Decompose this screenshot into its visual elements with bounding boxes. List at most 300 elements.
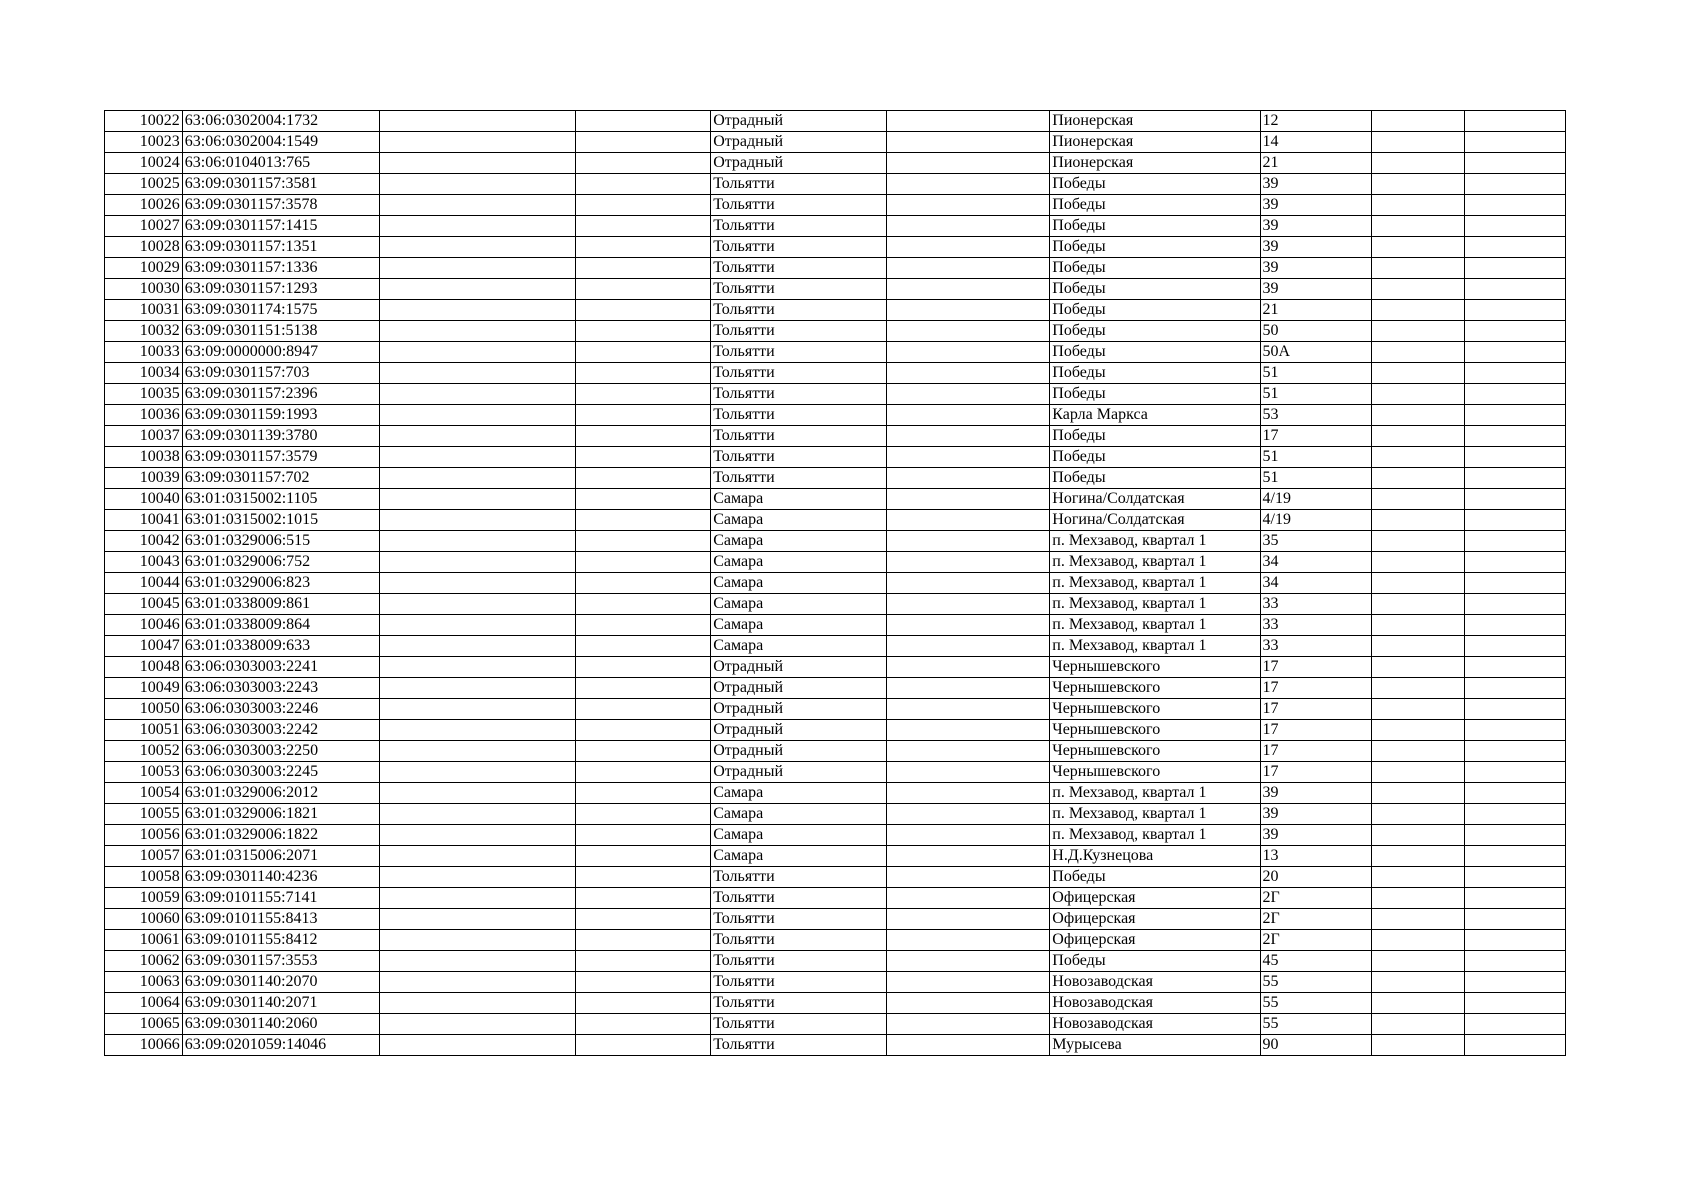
table-row [105, 426, 1566, 447]
empty-cell [380, 846, 576, 867]
empty-cell [380, 132, 576, 153]
empty-cell [1464, 489, 1565, 510]
cadastral-number-cell: 63:09:0201059:14046 [182, 1035, 379, 1056]
empty-cell [1464, 258, 1565, 279]
empty-cell [380, 993, 576, 1014]
table-row [105, 195, 1566, 216]
street-cell: п. Мехзавод, квартал 1 [1050, 573, 1260, 594]
empty-cell [576, 573, 711, 594]
empty-cell [886, 993, 1050, 1014]
empty-cell [576, 972, 711, 993]
empty-cell [576, 762, 711, 783]
table-row [105, 804, 1566, 825]
empty-cell [380, 363, 576, 384]
table-row [105, 762, 1566, 783]
empty-cell [1371, 279, 1464, 300]
city-cell: Отрадный [711, 657, 886, 678]
street-cell: Мурысева [1050, 1035, 1260, 1056]
table-row [105, 594, 1566, 615]
cadastral-number-cell: 63:01:0329006:1821 [182, 804, 379, 825]
empty-cell [380, 552, 576, 573]
house-number-cell: 51 [1260, 447, 1371, 468]
table-row [105, 468, 1566, 489]
table-row [105, 111, 1566, 132]
house-number-cell: 35 [1260, 531, 1371, 552]
house-number-cell: 45 [1260, 951, 1371, 972]
row-number-cell: 10034 [105, 363, 183, 384]
street-cell: Пионерская [1050, 153, 1260, 174]
city-cell: Тольятти [711, 909, 886, 930]
table-row [105, 678, 1566, 699]
city-cell: Тольятти [711, 195, 886, 216]
row-number-cell: 10063 [105, 972, 183, 993]
house-number-cell: 55 [1260, 1014, 1371, 1035]
house-number-cell: 33 [1260, 615, 1371, 636]
table-row [105, 636, 1566, 657]
cadastral-number-cell: 63:09:0301140:4236 [182, 867, 379, 888]
empty-cell [886, 888, 1050, 909]
empty-cell [1464, 342, 1565, 363]
house-number-cell: 50 [1260, 321, 1371, 342]
empty-cell [1371, 216, 1464, 237]
cadastral-number-cell: 63:09:0301157:702 [182, 468, 379, 489]
table-row [105, 300, 1566, 321]
empty-cell [886, 531, 1050, 552]
city-cell: Отрадный [711, 741, 886, 762]
street-cell: п. Мехзавод, квартал 1 [1050, 552, 1260, 573]
empty-cell [576, 1035, 711, 1056]
street-cell: Победы [1050, 279, 1260, 300]
house-number-cell: 55 [1260, 993, 1371, 1014]
empty-cell [1464, 321, 1565, 342]
empty-cell [380, 825, 576, 846]
house-number-cell: 39 [1260, 825, 1371, 846]
empty-cell [886, 678, 1050, 699]
empty-cell [886, 447, 1050, 468]
cadastral-number-cell: 63:09:0301157:1336 [182, 258, 379, 279]
table-row [105, 993, 1566, 1014]
cadastral-number-cell: 63:06:0302004:1732 [182, 111, 379, 132]
empty-cell [380, 111, 576, 132]
row-number-cell: 10054 [105, 783, 183, 804]
empty-cell [1464, 300, 1565, 321]
empty-cell [1464, 867, 1565, 888]
empty-cell [1371, 489, 1464, 510]
table-row [105, 489, 1566, 510]
table-row [105, 363, 1566, 384]
empty-cell [576, 951, 711, 972]
empty-cell [380, 972, 576, 993]
empty-cell [1464, 363, 1565, 384]
house-number-cell: 17 [1260, 762, 1371, 783]
table-row [105, 741, 1566, 762]
empty-cell [1371, 174, 1464, 195]
empty-cell [886, 468, 1050, 489]
street-cell: Победы [1050, 867, 1260, 888]
street-cell: Офицерская [1050, 909, 1260, 930]
cadastral-number-cell: 63:01:0338009:861 [182, 594, 379, 615]
empty-cell [1371, 720, 1464, 741]
table-row [105, 279, 1566, 300]
empty-cell [380, 720, 576, 741]
empty-cell [576, 720, 711, 741]
empty-cell [1464, 111, 1565, 132]
cadastral-number-cell: 63:09:0301140:2060 [182, 1014, 379, 1035]
empty-cell [886, 972, 1050, 993]
empty-cell [1371, 258, 1464, 279]
city-cell: Тольятти [711, 216, 886, 237]
cadastral-number-cell: 63:06:0104013:765 [182, 153, 379, 174]
table-row [105, 930, 1566, 951]
empty-cell [1371, 888, 1464, 909]
cadastral-number-cell: 63:09:0301140:2071 [182, 993, 379, 1014]
cadastral-number-cell: 63:09:0000000:8947 [182, 342, 379, 363]
empty-cell [1371, 678, 1464, 699]
empty-cell [1464, 762, 1565, 783]
cadastral-number-cell: 63:09:0301174:1575 [182, 300, 379, 321]
row-number-cell: 10048 [105, 657, 183, 678]
empty-cell [1371, 300, 1464, 321]
empty-cell [1371, 657, 1464, 678]
row-number-cell: 10031 [105, 300, 183, 321]
empty-cell [380, 531, 576, 552]
street-cell: Новозаводская [1050, 1014, 1260, 1035]
empty-cell [380, 405, 576, 426]
street-cell: Победы [1050, 468, 1260, 489]
city-cell: Тольятти [711, 300, 886, 321]
empty-cell [380, 300, 576, 321]
table-row [105, 1014, 1566, 1035]
row-number-cell: 10029 [105, 258, 183, 279]
street-cell: Победы [1050, 195, 1260, 216]
empty-cell [576, 132, 711, 153]
house-number-cell: 20 [1260, 867, 1371, 888]
empty-cell [380, 951, 576, 972]
cadastral-number-cell: 63:06:0303003:2245 [182, 762, 379, 783]
empty-cell [1371, 552, 1464, 573]
empty-cell [886, 573, 1050, 594]
empty-cell [1464, 510, 1565, 531]
house-number-cell: 17 [1260, 426, 1371, 447]
empty-cell [886, 363, 1050, 384]
empty-cell [380, 489, 576, 510]
row-number-cell: 10061 [105, 930, 183, 951]
empty-cell [1371, 153, 1464, 174]
cadastral-number-cell: 63:09:0301159:1993 [182, 405, 379, 426]
empty-cell [1464, 741, 1565, 762]
house-number-cell: 53 [1260, 405, 1371, 426]
row-number-cell: 10060 [105, 909, 183, 930]
empty-cell [576, 1014, 711, 1035]
empty-cell [1464, 384, 1565, 405]
empty-cell [1371, 1014, 1464, 1035]
cadastral-number-cell: 63:01:0329006:752 [182, 552, 379, 573]
empty-cell [886, 825, 1050, 846]
empty-cell [1464, 636, 1565, 657]
empty-cell [1464, 468, 1565, 489]
empty-cell [576, 279, 711, 300]
city-cell: Отрадный [711, 720, 886, 741]
empty-cell [886, 258, 1050, 279]
cadastral-number-cell: 63:01:0315002:1015 [182, 510, 379, 531]
empty-cell [1371, 930, 1464, 951]
empty-cell [380, 678, 576, 699]
empty-cell [1371, 363, 1464, 384]
cadastral-number-cell: 63:09:0301157:3581 [182, 174, 379, 195]
empty-cell [576, 825, 711, 846]
street-cell: п. Мехзавод, квартал 1 [1050, 804, 1260, 825]
city-cell: Тольятти [711, 468, 886, 489]
cadastral-number-cell: 63:06:0303003:2241 [182, 657, 379, 678]
row-number-cell: 10038 [105, 447, 183, 468]
table-row [105, 1035, 1566, 1056]
empty-cell [886, 636, 1050, 657]
table-row [105, 825, 1566, 846]
row-number-cell: 10036 [105, 405, 183, 426]
empty-cell [380, 153, 576, 174]
empty-cell [1464, 846, 1565, 867]
empty-cell [576, 300, 711, 321]
empty-cell [1371, 321, 1464, 342]
cadastral-number-cell: 63:09:0301151:5138 [182, 321, 379, 342]
city-cell: Самара [711, 783, 886, 804]
empty-cell [1371, 615, 1464, 636]
empty-cell [1464, 909, 1565, 930]
city-cell: Тольятти [711, 363, 886, 384]
empty-cell [380, 174, 576, 195]
street-cell: Ногина/Солдатская [1050, 489, 1260, 510]
row-number-cell: 10050 [105, 699, 183, 720]
house-number-cell: 4/19 [1260, 489, 1371, 510]
cadastral-number-cell: 63:09:0301157:3578 [182, 195, 379, 216]
cadastral-number-cell: 63:09:0301157:703 [182, 363, 379, 384]
empty-cell [576, 657, 711, 678]
street-cell: Победы [1050, 237, 1260, 258]
empty-cell [1464, 237, 1565, 258]
empty-cell [1371, 447, 1464, 468]
empty-cell [576, 489, 711, 510]
street-cell: Победы [1050, 384, 1260, 405]
city-cell: Тольятти [711, 1014, 886, 1035]
row-number-cell: 10039 [105, 468, 183, 489]
street-cell: Офицерская [1050, 888, 1260, 909]
empty-cell [1464, 153, 1565, 174]
house-number-cell: 2Г [1260, 888, 1371, 909]
table-row [105, 174, 1566, 195]
empty-cell [1464, 720, 1565, 741]
house-number-cell: 51 [1260, 384, 1371, 405]
empty-cell [1371, 867, 1464, 888]
house-number-cell: 17 [1260, 657, 1371, 678]
empty-cell [886, 1035, 1050, 1056]
empty-cell [886, 426, 1050, 447]
house-number-cell: 4/19 [1260, 510, 1371, 531]
house-number-cell: 21 [1260, 300, 1371, 321]
empty-cell [1464, 783, 1565, 804]
street-cell: Новозаводская [1050, 972, 1260, 993]
street-cell: п. Мехзавод, квартал 1 [1050, 594, 1260, 615]
empty-cell [1371, 762, 1464, 783]
city-cell: Самара [711, 636, 886, 657]
empty-cell [886, 846, 1050, 867]
empty-cell [380, 888, 576, 909]
street-cell: Победы [1050, 216, 1260, 237]
city-cell: Тольятти [711, 321, 886, 342]
empty-cell [886, 132, 1050, 153]
empty-cell [576, 237, 711, 258]
street-cell: Ногина/Солдатская [1050, 510, 1260, 531]
house-number-cell: 2Г [1260, 930, 1371, 951]
house-number-cell: 39 [1260, 237, 1371, 258]
cadastral-number-cell: 63:09:0301157:1351 [182, 237, 379, 258]
house-number-cell: 90 [1260, 1035, 1371, 1056]
empty-cell [1464, 972, 1565, 993]
city-cell: Тольятти [711, 258, 886, 279]
row-number-cell: 10051 [105, 720, 183, 741]
row-number-cell: 10065 [105, 1014, 183, 1035]
cadastral-number-cell: 63:09:0301157:3553 [182, 951, 379, 972]
house-number-cell: 51 [1260, 468, 1371, 489]
house-number-cell: 17 [1260, 741, 1371, 762]
row-number-cell: 10032 [105, 321, 183, 342]
empty-cell [1371, 510, 1464, 531]
empty-cell [1371, 594, 1464, 615]
empty-cell [886, 300, 1050, 321]
table-row [105, 615, 1566, 636]
empty-cell [576, 783, 711, 804]
table-row [105, 699, 1566, 720]
empty-cell [576, 153, 711, 174]
city-cell: Самара [711, 846, 886, 867]
empty-cell [1371, 195, 1464, 216]
table-row [105, 531, 1566, 552]
street-cell: Чернышевского [1050, 699, 1260, 720]
city-cell: Тольятти [711, 867, 886, 888]
table-row [105, 132, 1566, 153]
empty-cell [886, 321, 1050, 342]
street-cell: Чернышевского [1050, 741, 1260, 762]
empty-cell [380, 762, 576, 783]
house-number-cell: 17 [1260, 720, 1371, 741]
empty-cell [1464, 888, 1565, 909]
empty-cell [380, 216, 576, 237]
city-cell: Отрадный [711, 678, 886, 699]
empty-cell [380, 1014, 576, 1035]
empty-cell [380, 321, 576, 342]
table-row [105, 510, 1566, 531]
empty-cell [1464, 951, 1565, 972]
house-number-cell: 39 [1260, 258, 1371, 279]
house-number-cell: 39 [1260, 195, 1371, 216]
city-cell: Самара [711, 804, 886, 825]
row-number-cell: 10064 [105, 993, 183, 1014]
empty-cell [886, 951, 1050, 972]
street-cell: п. Мехзавод, квартал 1 [1050, 531, 1260, 552]
row-number-cell: 10026 [105, 195, 183, 216]
empty-cell [886, 489, 1050, 510]
empty-cell [380, 447, 576, 468]
empty-cell [1464, 930, 1565, 951]
row-number-cell: 10041 [105, 510, 183, 531]
empty-cell [886, 279, 1050, 300]
cadastral-number-cell: 63:09:0301157:2396 [182, 384, 379, 405]
empty-cell [1464, 1035, 1565, 1056]
empty-cell [380, 573, 576, 594]
empty-cell [1371, 846, 1464, 867]
empty-cell [1371, 783, 1464, 804]
street-cell: п. Мехзавод, квартал 1 [1050, 825, 1260, 846]
empty-cell [886, 153, 1050, 174]
house-number-cell: 39 [1260, 804, 1371, 825]
row-number-cell: 10037 [105, 426, 183, 447]
empty-cell [576, 384, 711, 405]
empty-cell [1464, 174, 1565, 195]
empty-cell [886, 783, 1050, 804]
cadastral-number-cell: 63:09:0301139:3780 [182, 426, 379, 447]
house-number-cell: 55 [1260, 972, 1371, 993]
row-number-cell: 10057 [105, 846, 183, 867]
row-number-cell: 10033 [105, 342, 183, 363]
empty-cell [1371, 426, 1464, 447]
empty-cell [1464, 216, 1565, 237]
house-number-cell: 34 [1260, 573, 1371, 594]
empty-cell [380, 804, 576, 825]
table-row [105, 783, 1566, 804]
empty-cell [576, 615, 711, 636]
cadastral-number-cell: 63:06:0303003:2250 [182, 741, 379, 762]
empty-cell [886, 594, 1050, 615]
empty-cell [380, 195, 576, 216]
cadastral-number-cell: 63:09:0301157:1415 [182, 216, 379, 237]
empty-cell [1371, 804, 1464, 825]
row-number-cell: 10059 [105, 888, 183, 909]
empty-cell [1464, 825, 1565, 846]
cadastral-number-cell: 63:06:0303003:2243 [182, 678, 379, 699]
empty-cell [576, 930, 711, 951]
empty-cell [576, 426, 711, 447]
empty-cell [886, 111, 1050, 132]
empty-cell [1371, 972, 1464, 993]
empty-cell [576, 741, 711, 762]
house-number-cell: 13 [1260, 846, 1371, 867]
empty-cell [1464, 195, 1565, 216]
row-number-cell: 10040 [105, 489, 183, 510]
street-cell: Победы [1050, 258, 1260, 279]
empty-cell [1464, 531, 1565, 552]
city-cell: Тольятти [711, 447, 886, 468]
empty-cell [886, 762, 1050, 783]
street-cell: Победы [1050, 342, 1260, 363]
row-number-cell: 10027 [105, 216, 183, 237]
house-number-cell: 39 [1260, 216, 1371, 237]
empty-cell [576, 111, 711, 132]
row-number-cell: 10028 [105, 237, 183, 258]
empty-cell [886, 237, 1050, 258]
city-cell: Самара [711, 825, 886, 846]
empty-cell [886, 657, 1050, 678]
city-cell: Тольятти [711, 888, 886, 909]
house-number-cell: 39 [1260, 174, 1371, 195]
city-cell: Самара [711, 510, 886, 531]
cadastral-number-cell: 63:01:0329006:1822 [182, 825, 379, 846]
empty-cell [1464, 657, 1565, 678]
house-number-cell: 21 [1260, 153, 1371, 174]
empty-cell [1371, 342, 1464, 363]
city-cell: Тольятти [711, 279, 886, 300]
empty-cell [380, 930, 576, 951]
cadastral-number-cell: 63:09:0101155:8413 [182, 909, 379, 930]
table-row [105, 552, 1566, 573]
